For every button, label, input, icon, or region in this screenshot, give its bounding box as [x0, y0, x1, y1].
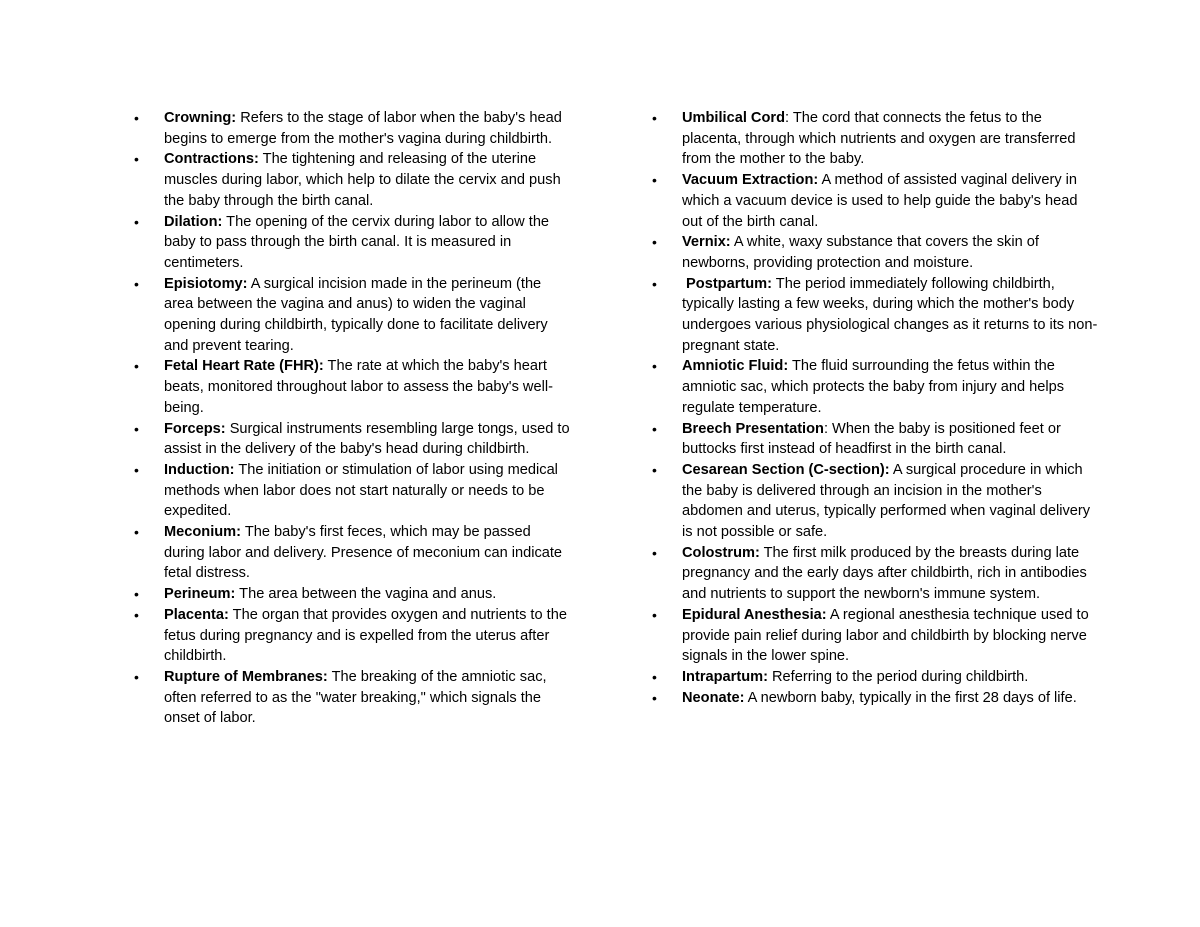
term-name: Breech Presentation — [682, 420, 824, 437]
bullet-icon: • — [134, 524, 139, 541]
term-name: Forceps: — [164, 420, 226, 437]
term-name: Rupture of Membranes: — [164, 668, 328, 685]
right-term-list — [646, 108, 1098, 708]
list-item — [128, 605, 574, 667]
term-name: Vacuum Extraction: — [682, 172, 819, 189]
bullet-icon: • — [134, 461, 139, 478]
term-name: Colostrum: — [682, 544, 760, 561]
bullet-icon: • — [652, 461, 657, 478]
term-definition: A surgical incision made in the perineum (the area between the vagina and anus) to widen the vaginal opening during childbirth, typically done to facilitate delivery and prevent tearing. — [164, 275, 548, 354]
left-term-list — [128, 108, 574, 729]
bullet-icon: • — [134, 420, 139, 437]
bullet-icon: • — [652, 544, 657, 561]
term-name: Placenta: — [164, 606, 229, 623]
list-item — [128, 460, 574, 522]
bullet-icon: • — [652, 420, 657, 437]
term-name: Meconium: — [164, 524, 242, 541]
bullet-icon: • — [652, 234, 657, 251]
term-name: Neonate: — [682, 689, 745, 706]
term-definition: The rate at which the baby's heart beats, monitored throughout labor to assess the baby's well-being. — [164, 358, 553, 416]
term-name: Cesarean Section (C-section): — [682, 461, 890, 478]
list-item — [646, 232, 1098, 273]
list-item — [128, 149, 574, 211]
term-name: Amniotic Fluid: — [682, 358, 789, 375]
list-item — [128, 667, 574, 729]
term-name: Intrapartum: — [682, 668, 768, 685]
term-definition: The first milk produced by the breasts during late pregnancy and the early days after childbirth, rich in antibodies and nutrients to support the newborn's immune system. — [682, 544, 1087, 603]
bullet-icon: • — [652, 606, 657, 623]
list-item — [646, 667, 1098, 688]
list-item — [128, 419, 574, 460]
bullet-icon: • — [134, 213, 139, 230]
bullet-icon: • — [134, 358, 139, 375]
list-item — [646, 108, 1098, 170]
term-definition: A surgical procedure in which the baby is delivered through an incision in the mother's abdomen and uterus, typically performed when vaginal delivery is not possible or safe. — [682, 461, 1091, 541]
term-definition: A regional anesthesia technique used to provide pain relief during labor and childbirth by blocking nerve signals in the lower spine. — [682, 606, 1089, 665]
bullet-icon: • — [652, 275, 657, 292]
term-name: Episiotomy: — [164, 275, 248, 292]
list-item — [646, 688, 1098, 709]
list-item — [128, 356, 574, 418]
list-item — [646, 419, 1098, 460]
list-item — [128, 584, 574, 605]
term-definition: The area between the vagina and anus. — [235, 586, 497, 603]
term-definition: The period immediately following childbirth, typically lasting a few weeks, during which the mother's body undergoes various physiological changes as it returns to its non-pregnant state. — [682, 275, 1098, 354]
list-item — [128, 108, 574, 149]
term-definition: The organ that provides oxygen and nutrients to the fetus during pregnancy and is expelled from the uterus after childbirth. — [164, 606, 567, 665]
term-definition: A newborn baby, typically in the first 28 days of life. — [744, 689, 1077, 706]
term-definition: A white, waxy substance that covers the skin of newborns, providing protection and moisture. — [682, 234, 1039, 271]
term-definition: Referring to the period during childbirth. — [767, 668, 1029, 685]
term-definition: Surgical instruments resembling large tongs, used to assist in the delivery of the baby's head during childbirth. — [164, 420, 570, 458]
term-name: Induction: — [164, 461, 235, 478]
bullet-icon: • — [134, 151, 139, 168]
bullet-icon: • — [652, 689, 657, 706]
bullet-icon: • — [134, 110, 139, 126]
bullet-icon: • — [134, 275, 139, 292]
term-definition: The breaking of the amniotic sac, often referred to as the "water breaking," which signals the onset of labor. — [164, 668, 547, 727]
term-definition: : When the baby is positioned feet or buttocks first instead of headfirst in the birth canal. — [682, 420, 1061, 458]
term-name: Dilation: — [164, 213, 223, 230]
list-item — [128, 522, 574, 584]
bullet-icon: • — [652, 172, 657, 189]
bullet-icon: • — [652, 358, 657, 375]
list-item — [128, 274, 574, 357]
list-item — [646, 605, 1098, 667]
term-name: Fetal Heart Rate (FHR): — [164, 358, 324, 375]
bullet-icon: • — [134, 606, 139, 623]
term-definition: The tightening and releasing of the uterine muscles during labor, which help to dilate the cervix and push the baby through the birth canal. — [164, 151, 561, 209]
bullet-icon: • — [652, 110, 657, 126]
term-definition: Refers to the stage of labor when the baby's head begins to emerge from the mother's vagina during childbirth. — [164, 110, 562, 147]
bullet-icon: • — [134, 586, 139, 603]
list-item — [646, 460, 1098, 543]
term-name: Umbilical Cord — [682, 110, 785, 126]
term-name: Vernix: — [682, 234, 731, 251]
bullet-icon: • — [652, 668, 657, 685]
term-definition: The fluid surrounding the fetus within the amniotic sac, which protects the baby from injury and helps regulate temperature. — [682, 358, 1065, 416]
term-name: Postpartum: — [682, 275, 772, 292]
term-name: Perineum: — [164, 586, 236, 603]
list-item — [646, 274, 1098, 357]
list-item — [646, 356, 1098, 418]
term-definition: The initiation or stimulation of labor using medical methods when labor does not start naturally or needs to be expedited. — [164, 461, 558, 520]
term-name: Epidural Anesthesia: — [682, 606, 827, 623]
term-definition: The baby's first feces, which may be passed during labor and delivery. Presence of meconium can indicate fetal distress. — [164, 524, 563, 582]
list-item — [646, 543, 1098, 605]
term-definition: A method of assisted vaginal delivery in which a vacuum device is used to help guide the baby's head out of the birth canal. — [682, 172, 1078, 230]
list-item — [128, 212, 574, 274]
term-name: Crowning: — [164, 110, 237, 126]
term-definition: : The cord that connects the fetus to the placenta, through which nutrients and oxygen are transferred from the mother to the baby. — [682, 110, 1076, 168]
bullet-icon: • — [134, 668, 139, 685]
list-item — [646, 170, 1098, 232]
term-name: Contractions: — [164, 151, 259, 168]
term-definition: The opening of the cervix during labor to allow the baby to pass through the birth canal. It is measured in centimeters. — [164, 213, 550, 271]
